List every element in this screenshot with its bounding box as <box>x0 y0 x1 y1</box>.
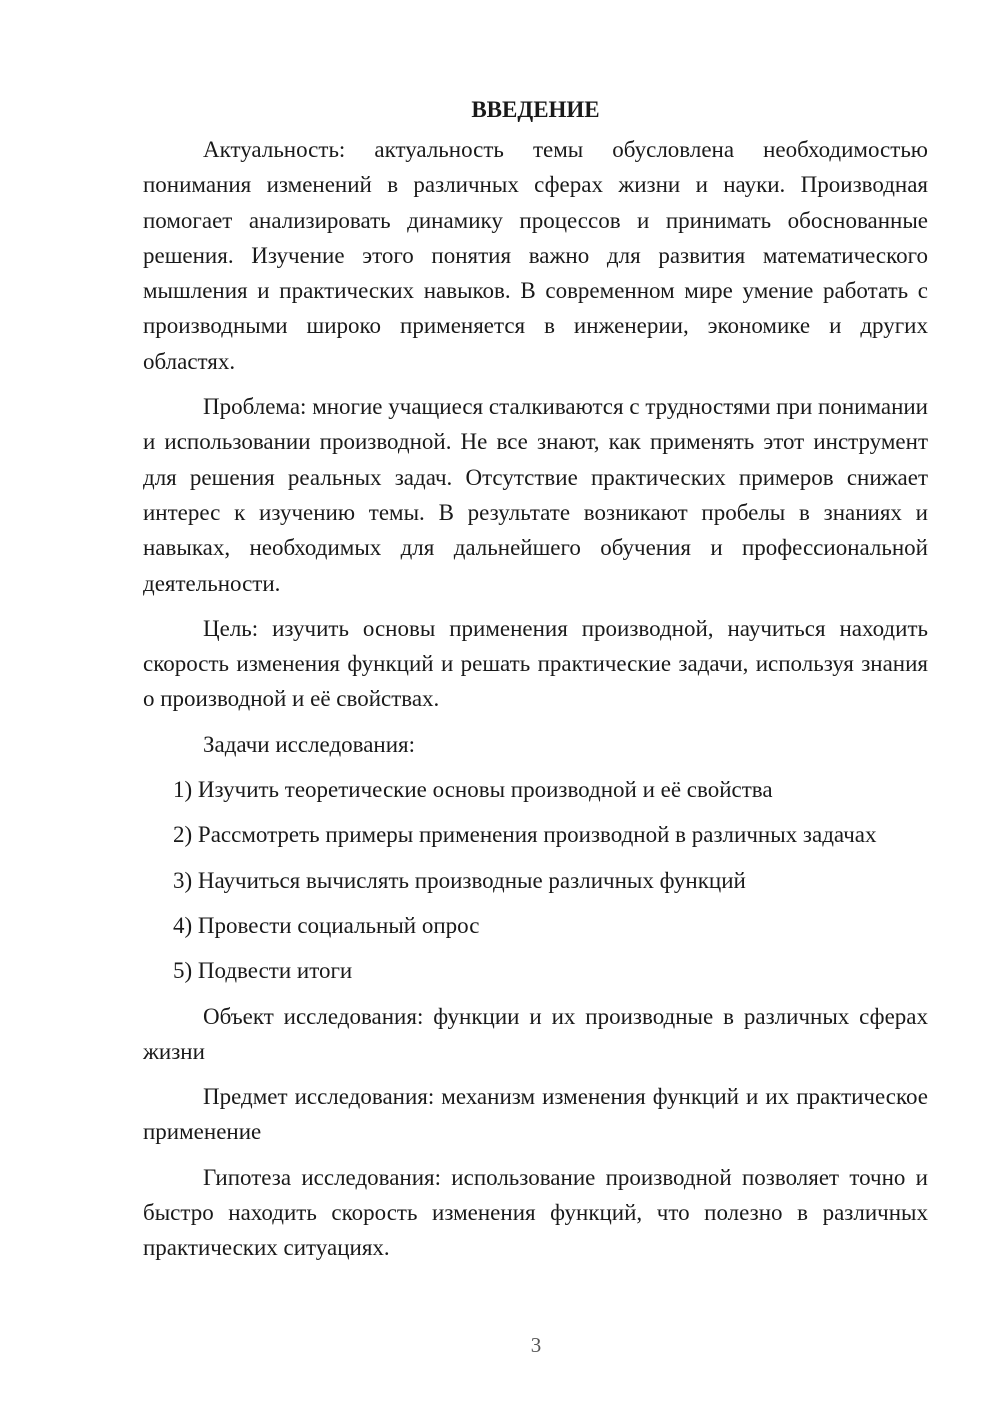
section-title: ВВЕДЕНИЕ <box>471 97 600 122</box>
task-item-1: 1) Изучить теоретические основы производной и её свойства <box>173 777 773 803</box>
page-number: 3 <box>530 1333 542 1357</box>
paragraph-object: Объект исследования: функции и их производные в различных сферах жизни <box>143 1003 928 1064</box>
task-item-3: 3) Научиться вычислять производные различных функций <box>173 867 746 893</box>
page-content <box>143 92 928 1276</box>
task-item-4: 4) Провести социальный опрос <box>173 912 480 938</box>
paragraph-goal: Цель: изучить основы применения производной, научиться находить скорость изменения функций и решать практические задачи, используя знания о производной и её свойствах. <box>143 615 928 712</box>
paragraph-hypothesis: Гипотеза исследования: использование производной позволяет точно и быстро находить скорость изменения функций, что полезно в различных практических ситуациях. <box>143 1164 928 1261</box>
paragraph-problem: Проблема: многие учащиеся сталкиваются с трудностями при понимании и использовании производной. Не все знают, как применять этот инструмент для решения реальных задач. Отсутствие практических примеров снижает интерес к изучению темы. В результате возникают пробелы в знаниях и навыках, необходимых для дальнейшего обучения и профессиональной деятельности. <box>143 394 928 596</box>
tasks-heading: Задачи исследования: <box>203 731 416 757</box>
task-item-2: 2) Рассмотреть примеры применения производной в различных задачах <box>173 822 877 848</box>
task-item-5: 5) Подвести итоги <box>173 958 353 984</box>
paragraph-relevance: Актуальность: актуальность темы обусловлена необходимостью понимания изменений в различных сферах жизни и науки. Производная помогает анализировать динамику процессов и принимать обоснованные решения. Изучение этого понятия важно для развития математического мышления и практических навыков. В современном мире умение работать с производными широко применяется в инженерии, экономике и других областях. <box>143 137 928 374</box>
paragraph-subject: Предмет исследования: механизм изменения функций и их практическое применение <box>143 1084 928 1145</box>
